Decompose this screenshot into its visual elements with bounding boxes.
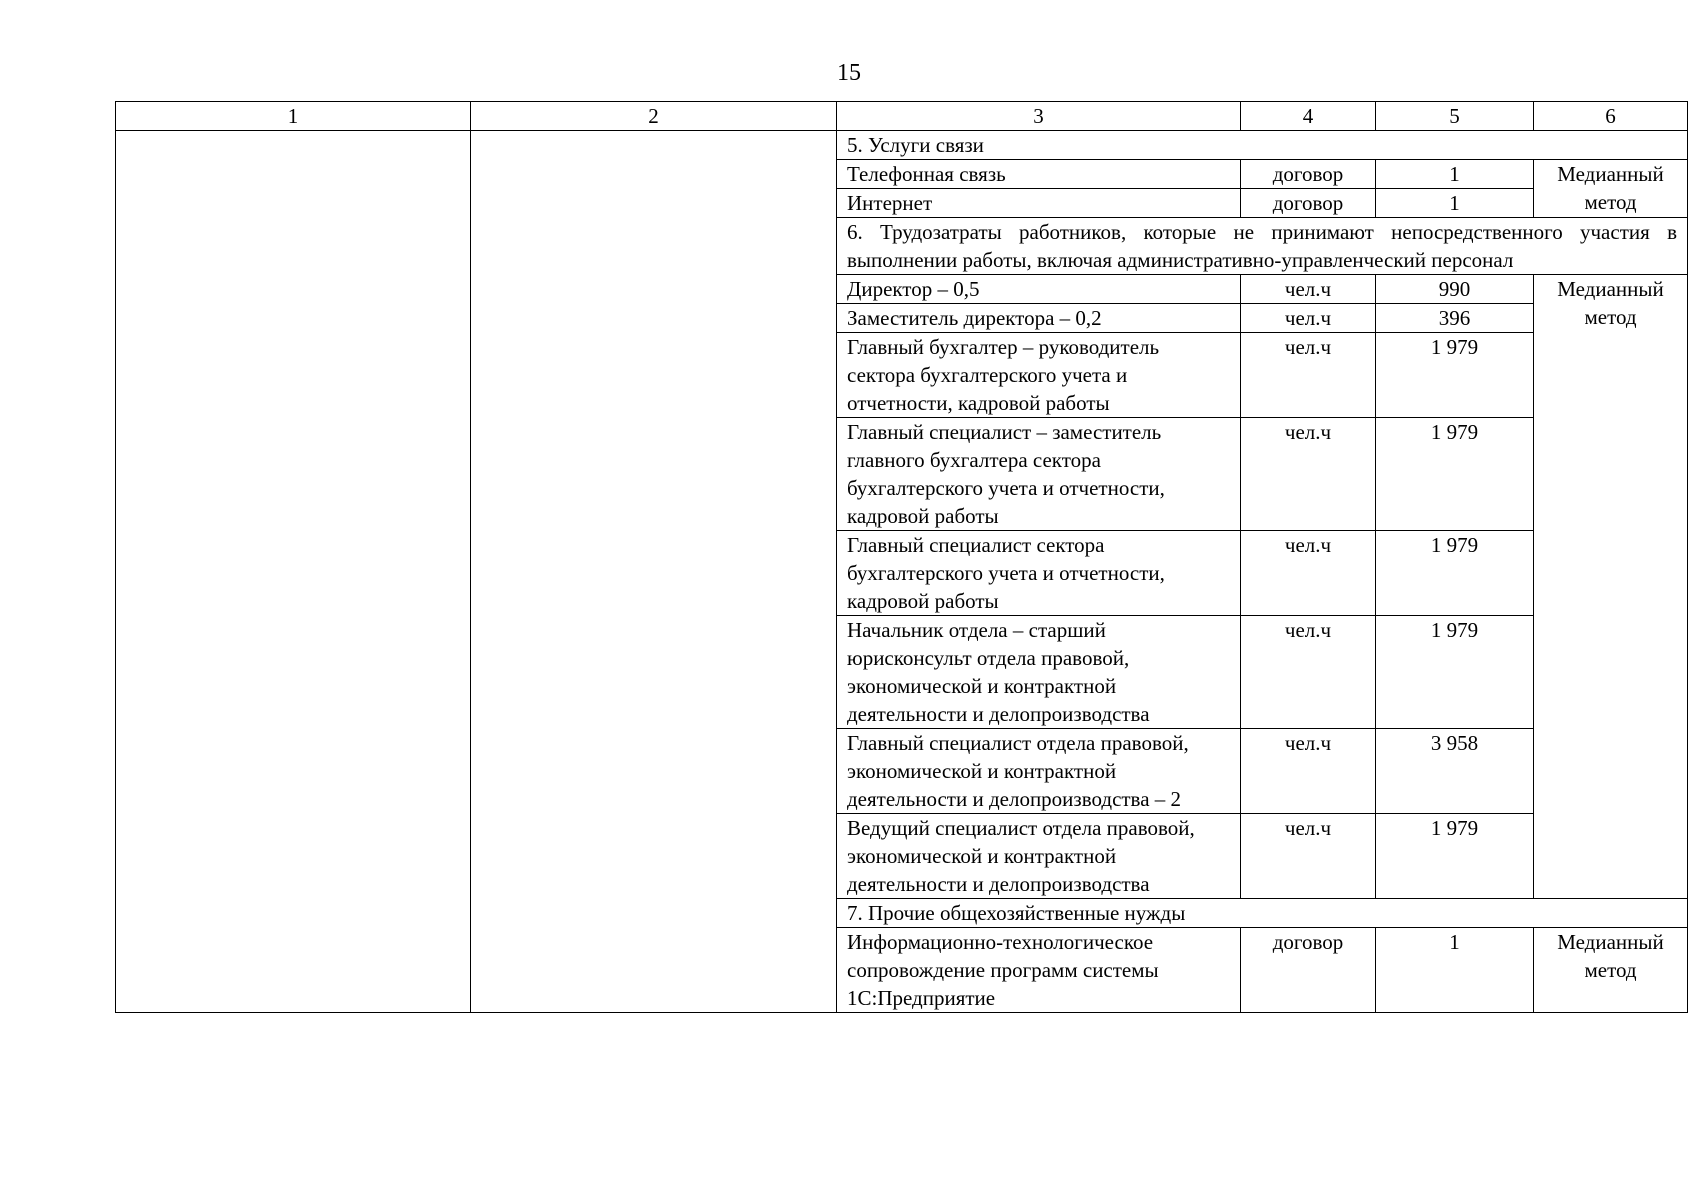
row-value: 990 bbox=[1376, 275, 1534, 304]
method-cell: Медианный метод bbox=[1534, 275, 1688, 899]
row-unit: чел.ч bbox=[1241, 418, 1376, 531]
page-number: 15 bbox=[837, 60, 861, 86]
row-value: 1 979 bbox=[1376, 531, 1534, 616]
row-unit: чел.ч bbox=[1241, 729, 1376, 814]
row-unit: чел.ч bbox=[1241, 304, 1376, 333]
header-col-1: 1 bbox=[116, 102, 471, 131]
row-value: 1 bbox=[1376, 928, 1534, 1013]
row-name: Директор – 0,5 bbox=[837, 275, 1241, 304]
row-name: Главный специалист – заместитель главного бухгалтера сектора бухгалтерского учета и отчетности, кадровой работы bbox=[837, 418, 1241, 531]
row-value: 1 979 bbox=[1376, 418, 1534, 531]
row-unit: чел.ч bbox=[1241, 814, 1376, 899]
row-unit: чел.ч bbox=[1241, 275, 1376, 304]
column-1-cell bbox=[116, 131, 471, 1013]
row-name: Главный специалист отдела правовой, экономической и контрактной деятельности и делопроизводства – 2 bbox=[837, 729, 1241, 814]
header-col-4: 4 bbox=[1241, 102, 1376, 131]
row-unit: договор bbox=[1241, 160, 1376, 189]
row-value: 396 bbox=[1376, 304, 1534, 333]
header-col-6: 6 bbox=[1534, 102, 1688, 131]
header-col-3: 3 bbox=[837, 102, 1241, 131]
method-cell: Медианный метод bbox=[1534, 928, 1688, 1013]
header-col-2: 2 bbox=[471, 102, 837, 131]
column-2-cell bbox=[471, 131, 837, 1013]
row-name: Ведущий специалист отдела правовой, экономической и контрактной деятельности и делопроизводства bbox=[837, 814, 1241, 899]
section-6-title: 6. Трудозатраты работников, которые не принимают непосредственного участия в выполнении работы, включая административно-управленческий персонал bbox=[837, 218, 1688, 275]
header-row bbox=[116, 102, 1688, 131]
section-7-title: 7. Прочие общехозяйственные нужды bbox=[837, 899, 1688, 928]
row-unit: чел.ч bbox=[1241, 531, 1376, 616]
row-unit: договор bbox=[1241, 928, 1376, 1013]
row-value: 1 979 bbox=[1376, 333, 1534, 418]
row-value: 3 958 bbox=[1376, 729, 1534, 814]
row-value: 1 bbox=[1376, 160, 1534, 189]
row-value: 1 bbox=[1376, 189, 1534, 218]
row-name: Информационно-технологическое сопровождение программ системы 1С:Предприятие bbox=[837, 928, 1241, 1013]
row-unit: договор bbox=[1241, 189, 1376, 218]
data-table bbox=[115, 101, 1688, 1013]
row-value: 1 979 bbox=[1376, 814, 1534, 899]
row-unit: чел.ч bbox=[1241, 333, 1376, 418]
section-row bbox=[116, 131, 1688, 160]
row-name: Начальник отдела – старший юрисконсульт отдела правовой, экономической и контрактной деятельности и делопроизводства bbox=[837, 616, 1241, 729]
row-unit: чел.ч bbox=[1241, 616, 1376, 729]
row-value: 1 979 bbox=[1376, 616, 1534, 729]
method-cell: Медианный метод bbox=[1534, 160, 1688, 218]
row-name: Заместитель директора – 0,2 bbox=[837, 304, 1241, 333]
section-5-title: 5. Услуги связи bbox=[837, 131, 1688, 160]
row-name: Интернет bbox=[837, 189, 1241, 218]
header-col-5: 5 bbox=[1376, 102, 1534, 131]
row-name: Главный бухгалтер – руководитель сектора бухгалтерского учета и отчетности, кадровой работы bbox=[837, 333, 1241, 418]
row-name: Телефонная связь bbox=[837, 160, 1241, 189]
row-name: Главный специалист сектора бухгалтерского учета и отчетности, кадровой работы bbox=[837, 531, 1241, 616]
